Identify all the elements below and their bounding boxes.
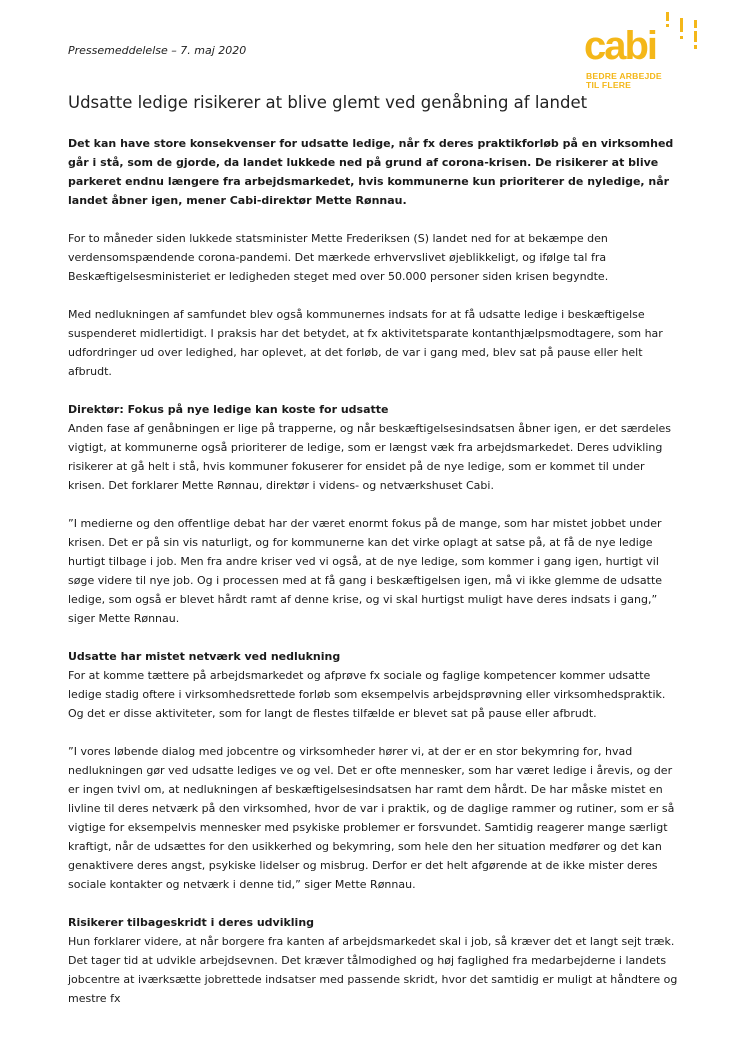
subheading-2: Udsatte har mistet netværk ved nedlukning xyxy=(68,650,341,663)
quote-paragraph-2: ”I vores løbende dialog med jobcentre og virksomheder hører vi, at der er en stor bekymring for, hvad nedlukningen gør ved udsatte lediges ve og vel. Det er ofte mennesker, som har været ledige i årevis, og der er ingen tvivl om, at nedlukningen af beskæftigelsesindsatsen har ramt dem hårdt. De har måske mistet en livline til deres netværk på den virksomhed, hvor de var i praktik, og de daglige rammer og rutiner, som er så vigtige for eksempelvis mennesker med psykiske problemer er forsvundet. Samtidig reagerer mange særligt kraftigt, når de udsættes for den usikkerhed og bekymring, som hele den her situation medfører og det kan genaktivere deres angst, psykiske lidelser og misbrug. Derfor er det helt afgørende at de ikke mister deres sociale kontakter og netværk i denne tid,” siger Mette Rønnau. xyxy=(68,745,675,891)
dateline: Pressemeddelelse – 7. maj 2020 xyxy=(68,44,247,57)
headline: Udsatte ledige risikerer at blive glemt ved genåbning af landet xyxy=(68,93,588,112)
logo-tagline xyxy=(586,72,662,90)
logo-figures-icon xyxy=(662,4,712,64)
subheading-1: Direktør: Fokus på nye ledige kan koste for udsatte xyxy=(68,403,389,416)
logo-wordmark: cabi xyxy=(584,24,657,68)
paragraph-7: Hun forklarer videre, at når borgere fra kanten af arbejdsmarkedet skal i job, så kræver det et langt sejt træk. Det tager tid at udvikle arbejdsevnen. Det kræver tålmodighed og høj faglighed fra medarbejderne i landets jobcentre at iværksætte jobrettede indsatser med passende skridt, hvor det samtidig er muligt at håndtere og mestre fx xyxy=(68,935,678,1005)
paragraph-5: For at komme tættere på arbejdsmarkedet og afprøve fx sociale og faglige kompetencer kommer udsatte ledige stadig oftere i virksomhedsrettede forløb som eksempelvis arbejdsprøvning eller virksomhedspraktik. Og det er disse aktiviteter, som for langt de flestes tilfælde er blevet sat på pause eller afbrudt. xyxy=(68,669,666,720)
article-body xyxy=(68,134,684,1008)
quote-paragraph-1: ”I medierne og den offentlige debat har der været enormt fokus på de mange, som har mistet jobbet under krisen. Det er på sin vis naturligt, og for kommunerne kan det virke oplagt at satse på, at få de nye ledige hurtigt tilbage i job. Men fra andre kriser ved vi også, at de nye ledige, som kommer i gang igen, hurtigt vil søge videre til nye job. Og i processen med at få gang i beskæftigelsen igen, må vi ikke glemme de udsatte ledige, som også er blevet hårdt ramt af denne krise, og vi skal hurtigst muligt have deres indsats i gang,” siger Mette Rønnau. xyxy=(68,517,663,625)
paragraph-2: Med nedlukningen af samfundet blev også kommunernes indsats for at få udsatte ledige i beskæftigelse suspenderet midlertidigt. I praksis har det betydet, at fx aktivitetsparate kontanthjælpsmodtagere, som har udfordringer ud over ledighed, har oplevet, at det forløb, de var i gang med, blev sat på pause eller helt afbrudt. xyxy=(68,308,663,378)
subheading-3: Risikerer tilbageskridt i deres udvikling xyxy=(68,916,315,929)
logo-tagline-line-2: TIL FLERE xyxy=(586,80,632,90)
paragraph-3: Anden fase af genåbningen er lige på trapperne, og når beskæftigelsesindsatsen åbner igen, er det særdeles vigtigt, at kommunerne også prioriterer de ledige, som er længst væk fra arbejdsmarkedet. Deres udvikling risikerer at gå helt i stå, hvis kommuner fokuserer for ensidet på de nye ledige, som er kommet til under krisen. Det forklarer Mette Rønnau, direktør i videns- og netværkshuset Cabi. xyxy=(68,422,672,492)
paragraph-1: For to måneder siden lukkede statsminister Mette Frederiksen (S) landet ned for at bekæmpe den verdensomspændende corona-pandemi. Det mærkede erhvervslivet øjeblikkeligt, og ifølge tal fra Beskæftigelsesministeriet er ledigheden steget med over 50.000 personer siden krisen begyndte. xyxy=(68,232,609,283)
cabi-logo xyxy=(580,4,710,96)
logo-tagline-line-1: BEDRE ARBEJDE xyxy=(586,71,662,81)
lead-paragraph: Det kan have store konsekvenser for udsatte ledige, når fx deres praktikforløb på en virksomhed går i stå, som de gjorde, da landet lukkede ned på grund af corona-krisen. De risikerer at blive parkeret endnu længere fra arbejdsmarkedet, hvis kommunerne kun prioriterer de nyledige, når landet åbner igen, mener Cabi-direktør Mette Rønnau. xyxy=(68,137,674,207)
